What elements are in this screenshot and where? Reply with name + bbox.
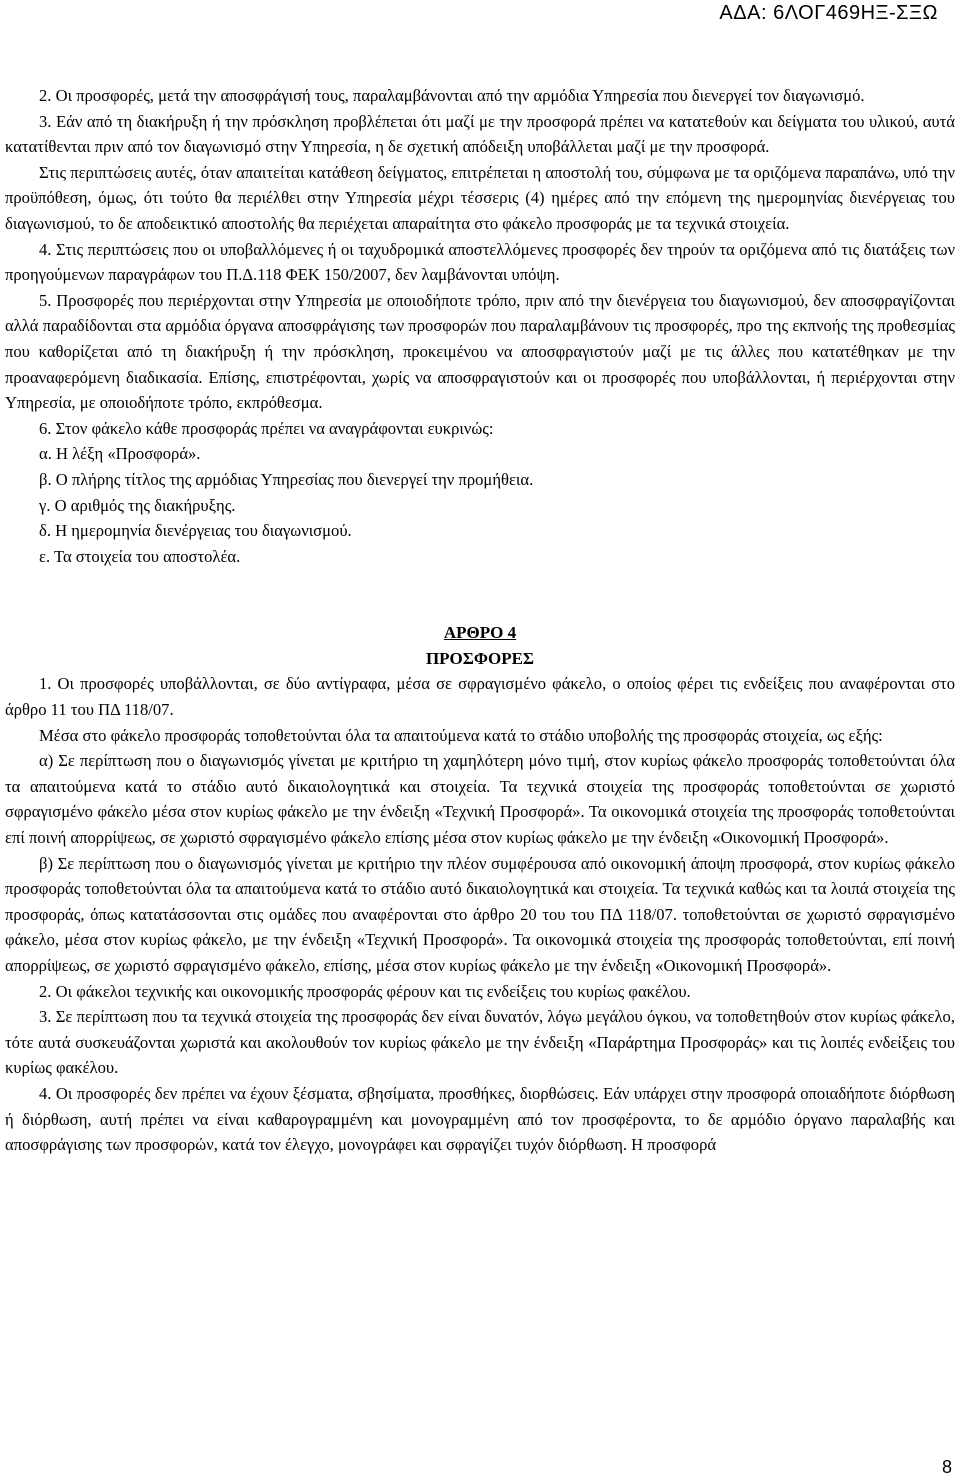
paragraph-3: 3. Εάν από τη διακήρυξη ή την πρόσκληση προβλέπεται ότι μαζί με την προσφορά πρέπει να κατατεθούν και δείγματα του υλικού, αυτά κατατίθενται πριν από τον διαγωνισμό στην Υπηρεσία, η δε σχετική απόδειξη υποβάλλεται μαζί με την προσφορά. — [5, 111, 955, 157]
section-spacer — [5, 569, 955, 620]
paragraph-art4-a: α) Σε περίπτωση που ο διαγωνισμός γίνεται με κριτήριο τη χαμηλότερη μόνο τιμή, στον κυρίως φάκελο προσφοράς τοποθετούνται όλα τα απαιτούμενα κατά το στάδιο αυτό δικαιολογητικά και στοιχεία. Τα τεχνικά στοιχεία της προσφοράς τοποθετούνται σε χωριστό σφραγισμένο φάκελο μέσα στον κυρίως φάκελο με την ένδειξη «Τεχνική Προσφορά». Τα οικονομικά στοιχεία της προσφοράς τοποθετούνται επί ποινή απορρίψεως, σε χωριστό σφραγισμένο φάκελο επίσης μέσα στον κυρίως φάκελο με την ένδειξη «Οικονομική Προσφορά». — [5, 751, 955, 848]
paragraph-art4-4: 4. Οι προσφορές δεν πρέπει να έχουν ξέσματα, σβησίματα, προσθήκες, διορθώσεις. Εάν υπάρχει στην προσφορά οποιαδήποτε διόρθωση ή διόρθωση, αυτή πρέπει να είναι καθαρογραμμένη και μονογραμμένη από τον προσφέροντα, το δε αρμόδιο όργανο παραλαβής και αποσφράγισης των προσφορών, κατά τον έλεγχο, μονογράφει και σφραγίζει τυχόν διόρθωση. Η προσφορά — [5, 1083, 955, 1155]
paragraph-4: 4. Στις περιπτώσεις που οι υποβαλλόμενες ή οι ταχυδρομικά αποστελλόμενες προσφορές δεν τηρούν τα οριζόμενα από τις διατάξεις των προηγούμενων παραγράφων του Π.Δ.118 ΦΕΚ 150/2007, δεν λαμβάνονται υπόψη. — [5, 239, 955, 285]
ada-code: ΑΔΑ: 6ΛΟΓ469ΗΞ-ΣΞΩ — [719, 2, 938, 24]
article-number-text: ΑΡΘΡΟ 4 — [443, 623, 517, 643]
paragraph-art4-contents: Μέσα στο φάκελο προσφοράς τοποθετούνται όλα τα απαιτούμενα κατά το στάδιο υποβολής της προσφοράς στοιχεία, ως εξής: — [39, 725, 883, 745]
paragraph-5: 5. Προσφορές που περιέρχονται στην Υπηρεσία με οποιοδήποτε τρόπο, πριν από την διενέργεια του διαγωνισμού, δεν αποσφραγίζονται αλλά παραδίδονται στα αρμόδια όργανα αποσφράγισης των προσφορών που παραλαμβάνουν τις προσφορές, προ της εκπνοής της προθεσμίας που καθορίζεται από τη διακήρυξη ή την πρόσκληση, προκειμένου να αποσφραγιστούν μαζί με τις άλλες που κατατέθηκαν με την προαναφερόμενη διαδικασία. Επίσης, επιστρέφονται, χωρίς να αποσφραγιστούν και οι προσφορές που υποβάλλονται, ή περιέρχονται στην Υπηρεσία, με οποιοδήποτε τρόπο, εκπρόθεσμα. — [5, 290, 955, 413]
paragraph-6: 6. Στον φάκελο κάθε προσφοράς πρέπει να αναγράφονται ευκρινώς: — [39, 418, 494, 438]
paragraph-art4-b: β) Σε περίπτωση που ο διαγωνισμός γίνεται με κριτήριο την πλέον συμφέρουσα από οικονομική άποψη προσφορά, στον κυρίως φάκελο προσφοράς τοποθετούνται όλα τα απαιτούμενα κατά το στάδιο αυτό δικαιολογητικά και στοιχεία. Τα τεχνικά καθώς και τα λοιπά στοιχεία της προσφοράς, όπως κατατάσσονται στις ομάδες που αναφέρονται στο άρθρο 20 του του ΠΔ 118/07. τοποθετούνται σε χωριστό σφραγισμένο φάκελο, μέσα στον κυρίως φάκελο, με την ένδειξη «Τεχνική Προσφορά». Τα οικονομικά στοιχεία της προσφοράς τοποθετούνται, επί ποινή απορρίψεως, σε χωριστό σφραγισμένο φάκελο, επίσης, μέσα στον κυρίως φάκελο με την ένδειξη «Οικονομική Προσφορά». — [5, 853, 955, 975]
article-title: ΠΡΟΣΦΟΡΕΣ — [425, 648, 535, 668]
list-item: α. Η λέξη «Προσφορά». — [39, 444, 201, 464]
article-number — [5, 620, 955, 646]
list-item: ε. Τα στοιχεία του αποστολέα. — [39, 546, 241, 566]
list-item: δ. Η ημερομηνία διενέργειας του διαγωνισμού. — [39, 521, 352, 541]
paragraph-2: 2. Οι προσφορές, μετά την αποσφράγισή τους, παραλαμβάνονται από την αρμόδια Υπηρεσία που διενεργεί τον διαγωνισμό. — [39, 86, 865, 105]
document-body — [5, 83, 955, 1158]
paragraph-3-samples: Στις περιπτώσεις αυτές, όταν απαιτείται κατάθεση δείγματος, επιτρέπεται η αποστολή του, σύμφωνα με τα οριζόμενα παραπάνω, υπό την προϋπόθεση, όμως, ότι τούτο θα περιέλθει στην Υπηρεσία μέχρι τέσσερις (4) ημέρες από την επόμενη της ημερομηνίας διενέργειας του διαγωνισμού, το δε αποδεικτικό αποστολής θα περιέχεται απαραίτητα στο φάκελο προσφοράς με τα τεχνικά στοιχεία. — [5, 162, 955, 233]
paragraph-art4-2: 2. Οι φάκελοι τεχνικής και οικονομικής προσφοράς φέρουν και τις ενδείξεις του κυρίως φακέλου. — [39, 981, 691, 1001]
paragraph-art4-3: 3. Σε περίπτωση που τα τεχνικά στοιχεία της προσφοράς δεν είναι δυνατόν, λόγω μεγάλου όγκου, να τοποθετηθούν στον κυρίως φάκελο, τότε αυτά συσκευάζονται χωριστά και ακολουθούν τον κυρίως φάκελο με την ένδειξη «Παράρτημα Προσφοράς» και τις λοιπές ενδείξεις του κυρίως φακέλου. — [5, 1007, 955, 1078]
list-item: β. Ο πλήρης τίτλος της αρμόδιας Υπηρεσίας που διενεργεί την προμήθεια. — [39, 469, 534, 489]
list-item: γ. Ο αριθμός της διακήρυξης. — [39, 495, 236, 515]
page-number: 8 — [941, 1457, 952, 1477]
paragraph-art4-1: 1. Οι προσφορές υποβάλλονται, σε δύο αντίγραφα, μέσα σε σφραγισμένο φάκελο, ο οποίος φέρει τις ενδείξεις που αναφέρονται στο άρθρο 11 του ΠΔ 118/07. — [5, 674, 955, 720]
